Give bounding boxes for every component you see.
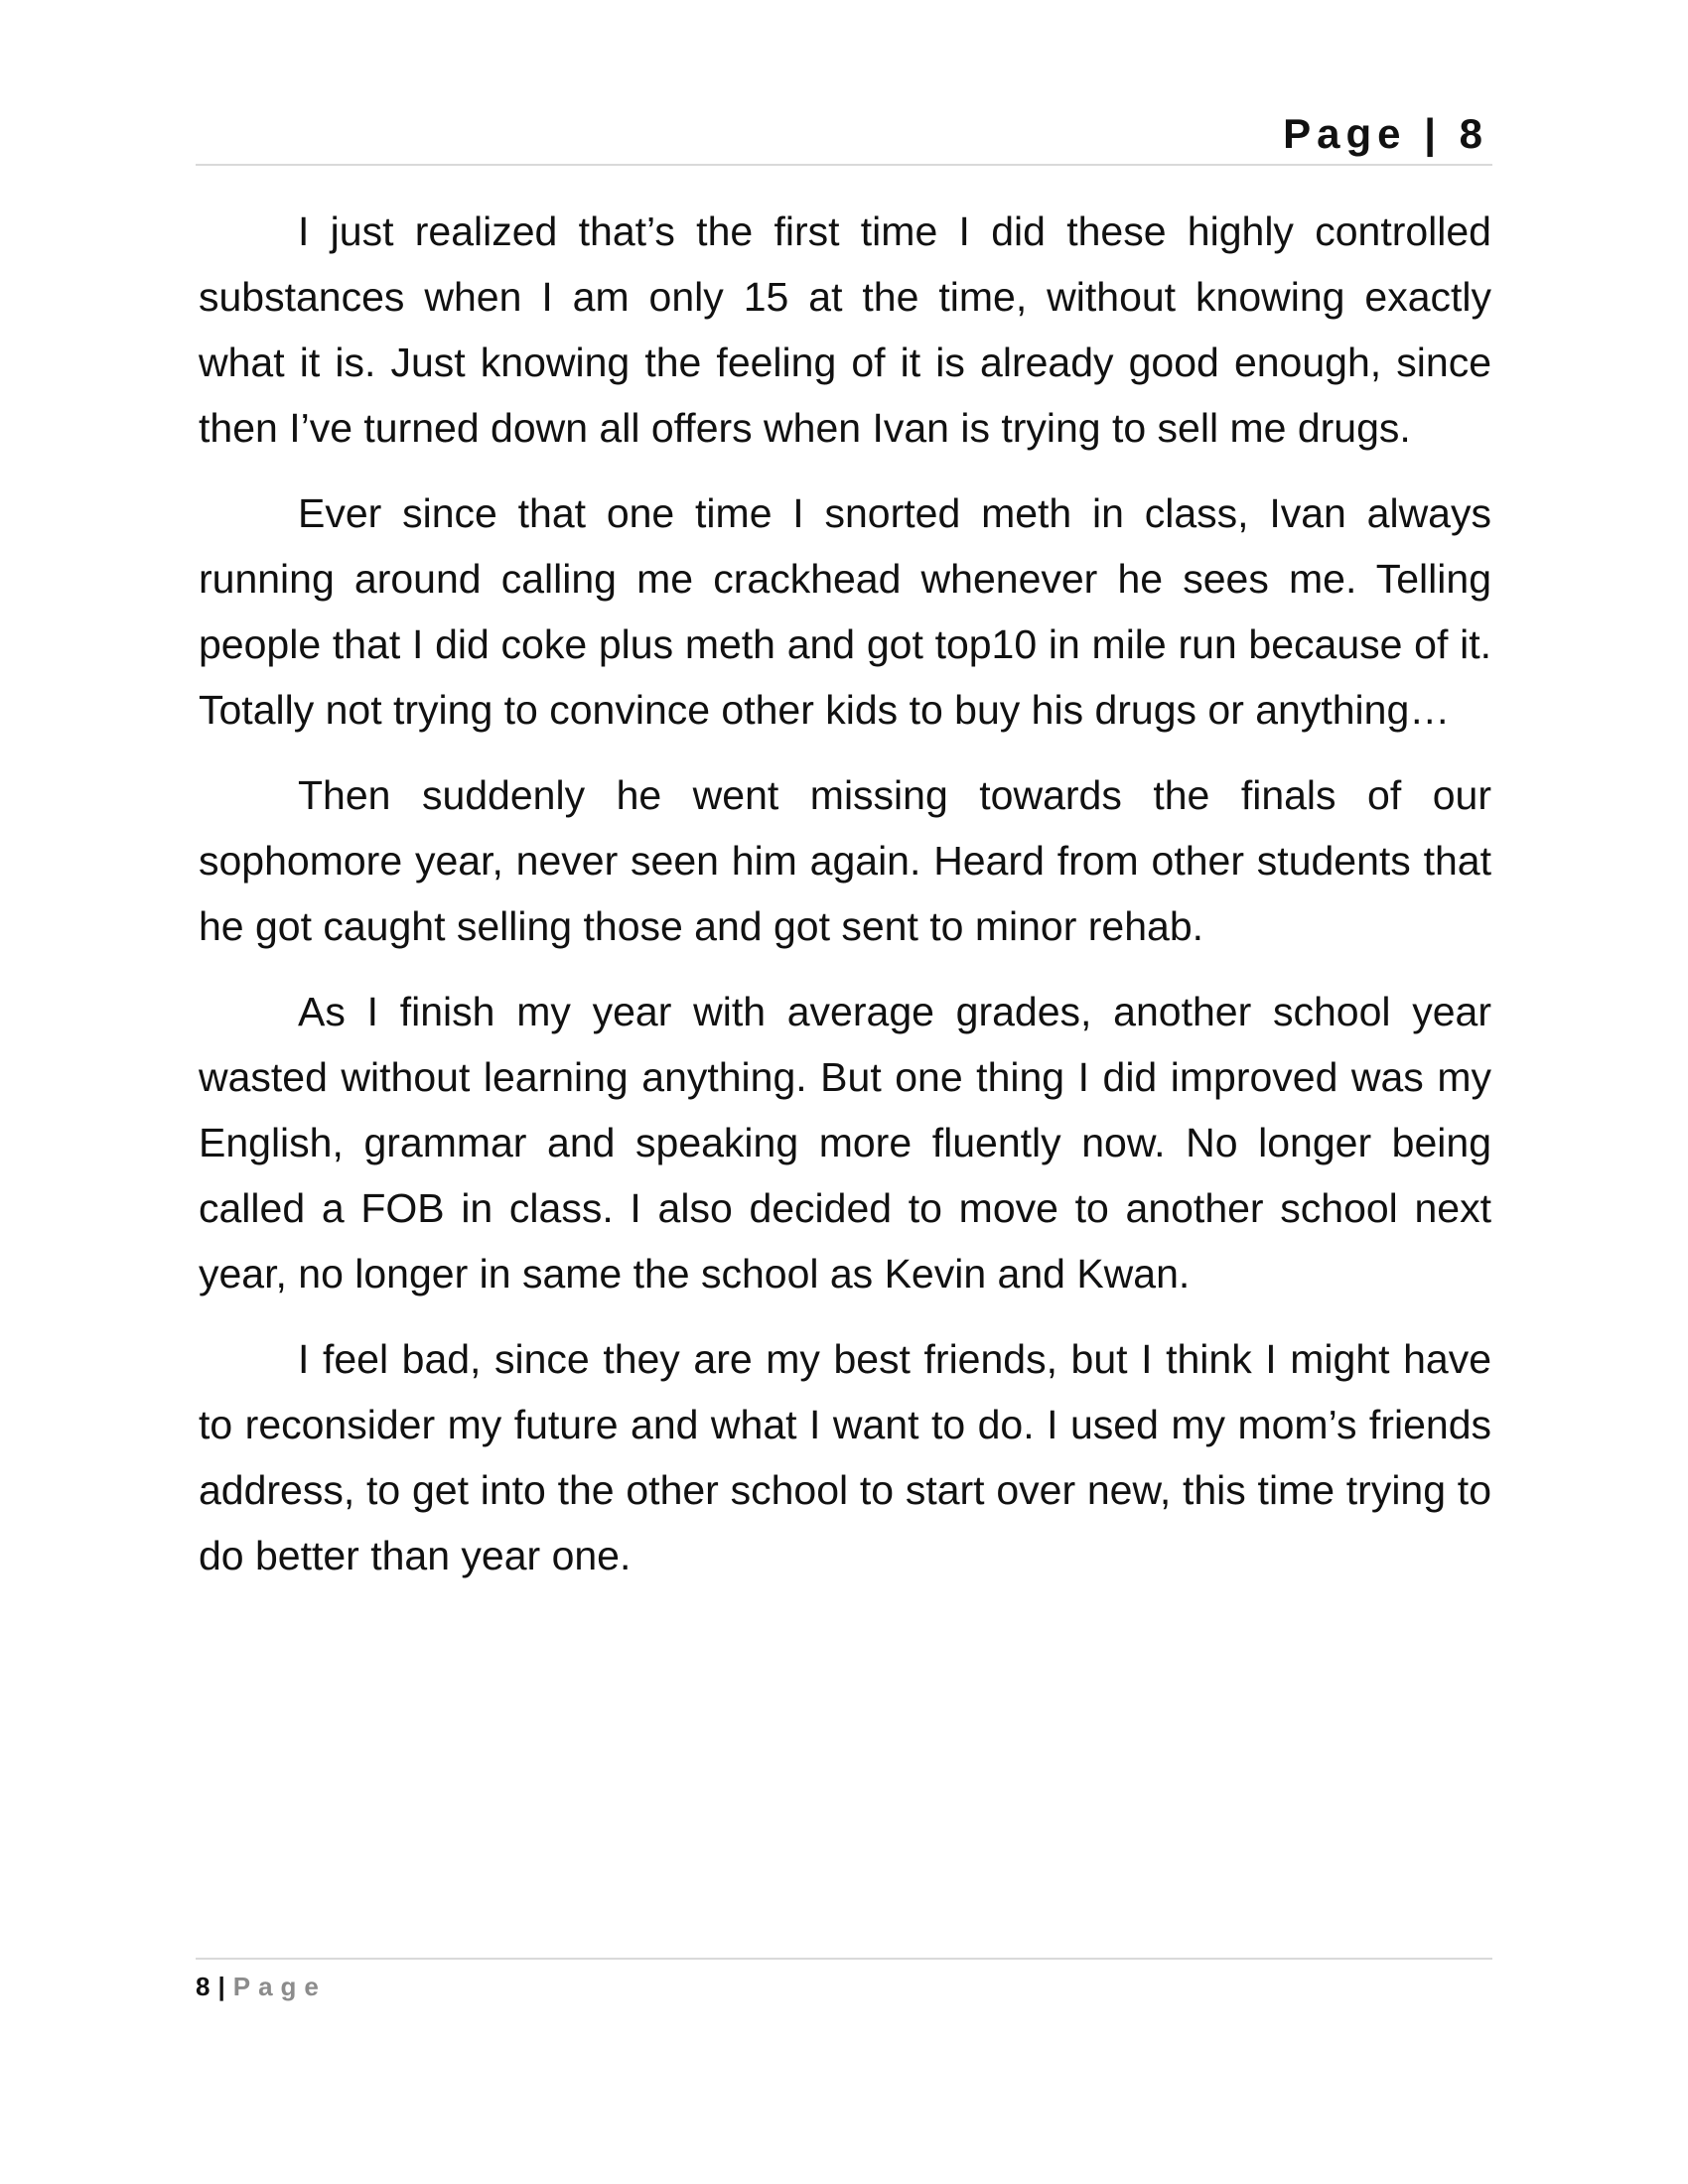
paragraph-5: I feel bad, since they are my best friends, but I think I might have to reconsider my future and what I want to do. I used my mom’s friends address, to get into the other school to start over new, this time trying to do better than year one. (199, 1336, 1491, 1578)
header-page-label: Page | 8 (1283, 110, 1488, 157)
footer-page-word: Page (232, 1972, 327, 2001)
page-header (196, 104, 1492, 166)
page-footer (196, 1958, 1492, 2002)
paragraph-4: As I finish my year with average grades, another school year wasted without learning anything. But one thing I did improved was my English, grammar and speaking more fluently now. No longer being called a FOB in class. I also decided to move to another school next year, no longer in same the school as Kevin and Kwan. (199, 989, 1491, 1297)
footer-page-number: 8 (196, 1972, 211, 2001)
paragraph-1: I just realized that’s the first time I did these highly controlled substances when I am only 15 at the time, without knowing exactly what it is. Just knowing the feeling of it is already good enough, since then I’ve turned down all offers when Ivan is trying to sell me drugs. (199, 208, 1491, 451)
document-body (199, 199, 1491, 1608)
paragraph-3: Then suddenly he went missing towards the finals of our sophomore year, never seen him again. Heard from other students that he got caught selling those and got sent to minor rehab. (199, 772, 1491, 949)
paragraph-2: Ever since that one time I snorted meth in class, Ivan always running around calling me crackhead whenever he sees me. Telling people that I did coke plus meth and got top10 in mile run because of it. Totally not trying to convince other kids to buy his drugs or anything… (199, 490, 1491, 733)
footer-separator: | (217, 1972, 225, 2001)
